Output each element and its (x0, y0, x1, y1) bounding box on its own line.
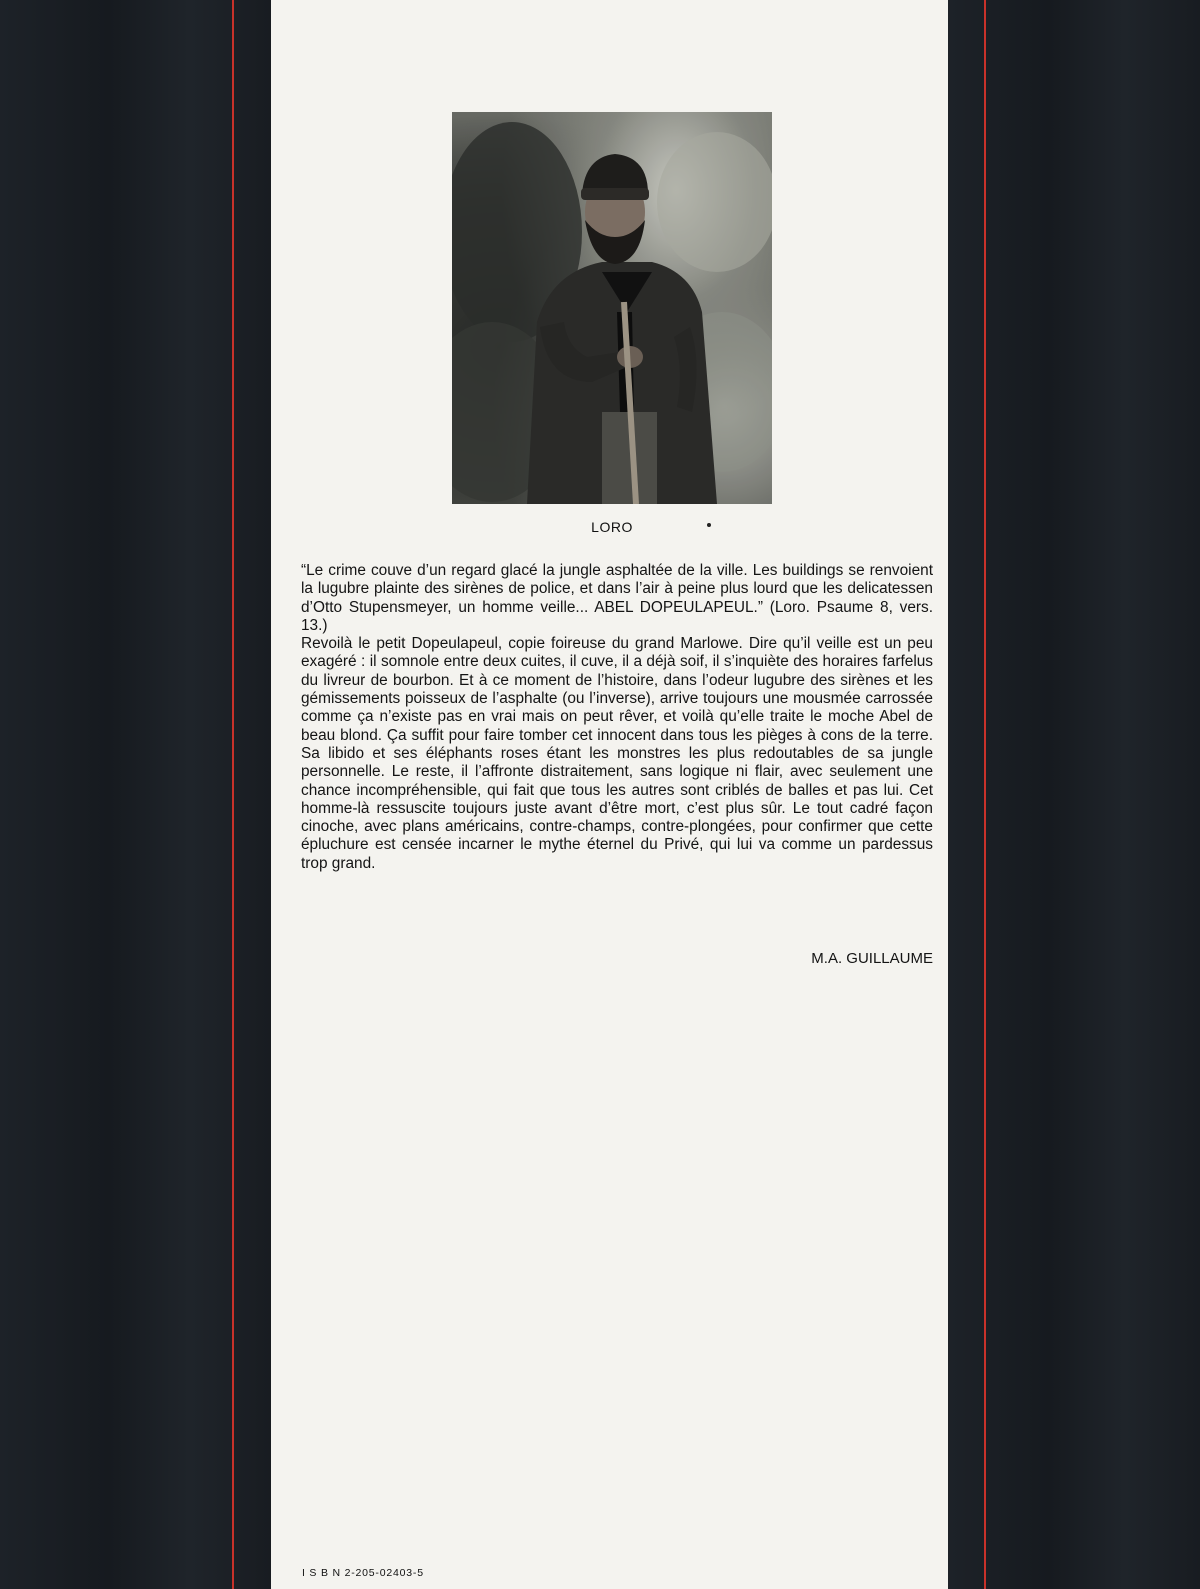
blurb-main-paragraph: Revoilà le petit Dopeulapeul, copie foireuse du grand Marlowe. Dire qu’il veille est un peu exagéré : il somnole entre deux cuites, il cuve, il a déjà soif, il s’inquiète des horaires farfelus du livreur de bourbon. Et à ce moment de l’histoire, dans l’odeur lugubre des sirènes et les gémissements poisseux de l’asphalte (ou l’inverse), arrive toujours une mousmée carrossée comme ça n’existe pas en vrai mais on peut rêver, et voilà qu’elle traite le moche Abel de beau blond. Ça suffit pour faire tomber cet innocent dans tous les pièges à cons de la terre. Sa libido et ses éléphants roses étant les monstres les plus redoutables de sa jungle personnelle. Le reste, il l’affronte distraitement, sans logique ni flair, avec seulement une chance incompréhensible, qui fait que tous les autres sont criblés de balles et pas lui. Cet homme-là ressuscite toujours juste avant d’être mort, c’est plus sûr. Le tout cadré façon cinoche, avec plans américains, contre-champs, contre-plongées, pour confirmer que cette épluchure est censée incarner le mythe éternel du Privé, qui lui va comme un pardessus trop grand. (301, 635, 933, 872)
author-portrait-photo (452, 112, 772, 504)
photo-caption: LORO (591, 519, 633, 535)
left-dark-border (0, 0, 271, 1589)
left-red-rule (232, 0, 234, 1589)
speck (707, 523, 711, 527)
blurb-quote-paragraph: “Le crime couve d’un regard glacé la jungle asphaltée de la ville. Les buildings se renvoient la lugubre plainte des sirènes de police, et dans l’air à peine plus lourd que les delicatessen d’Otto Stupensmeyer, un homme veille... ABEL DOPEULAPEUL.” (Loro. Psaume 8, vers. 13.) (301, 562, 933, 634)
blurb-author: M.A. GUILLAUME (811, 950, 933, 967)
isbn-number: I S B N 2-205-02403-5 (302, 1567, 424, 1579)
right-red-rule (984, 0, 986, 1589)
portrait-illustration (452, 112, 772, 504)
blurb-text (301, 562, 933, 873)
